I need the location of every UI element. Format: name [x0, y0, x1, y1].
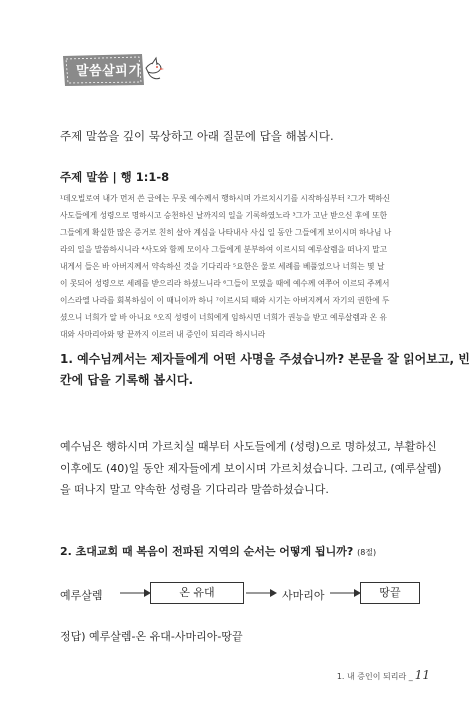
passage-line: 이 못되어 성령으로 세례를 받으리라 하셨느니라 ⁶그들이 모였을 때에 예수께 여쭈어 이르되 주께서	[60, 279, 390, 288]
passage-line: 라의 일을 말씀하시니라 ⁴사도와 함께 모이사 그들에게 분부하여 이르시되 예루살렘을 떠나지 말고	[60, 245, 388, 254]
region-flow	[60, 582, 420, 606]
flow-step-1: 예루살렘	[60, 589, 103, 602]
arrow-right-icon	[330, 588, 362, 598]
scripture-passage	[60, 190, 412, 343]
passage-line: 셨으니 너희가 알 바 아니요 ⁸오직 성령이 너희에게 임하시면 너희가 권능을 받고 예루살렘과 온 유	[60, 313, 387, 322]
answer-1-line: 예수님은 행하시며 가르치실 때부터 사도들에게 (성령)으로 명하셨고, 부활하신	[60, 440, 437, 453]
passage-line: 이스라엘 나라를 회복하심이 이 때니이까 하니 ⁷이르시되 때와 시기는 아버지께서 자기의 권한에 두	[60, 296, 390, 305]
question-2-ref: (8절)	[357, 548, 377, 557]
passage-line: 사도들에게 성령으로 명하시고 승천하신 날까지의 일을 기록하였노라 ³그가 고난 받으신 후에 또한	[60, 211, 388, 220]
passage-line: 그들에게 확실한 많은 증거로 친히 살아 계심을 나타내사 사십 일 동안 그들에게 보이시며 하나님 나	[60, 228, 392, 237]
page-footer	[280, 668, 430, 682]
answer-1-line: 을 떠나지 말고 약속한 성령을 기다리라 말씀하셨습니다.	[60, 483, 329, 496]
arrow-right-icon	[246, 588, 278, 598]
page-number: 11	[414, 668, 430, 682]
flow-step-3: 사마리아	[282, 589, 325, 602]
answer-2: 정답) 예루살렘-온 유대-사마리아-땅끝	[60, 630, 243, 643]
question-1	[60, 349, 470, 391]
chapter-label: 1. 내 증인이 되리라 _	[336, 672, 413, 681]
question-2-text: 2. 초대교회 때 복음이 전파된 지역의 순서는 어떻게 됩니까?	[60, 545, 358, 558]
arrow-right-icon	[120, 588, 152, 598]
flow-step-4-box: 땅끝	[360, 582, 420, 604]
bird-icon	[146, 58, 164, 79]
question-1-line: 칸에 답을 기록해 봅시다.	[60, 373, 194, 387]
passage-line: 대와 사마리아와 땅 끝까지 이르러 내 증인이 되리라 하시니라	[60, 330, 266, 339]
badge-label: 말씀살피기	[76, 64, 142, 79]
passage-title: 주제 말씀 | 행 1:1-8	[60, 170, 170, 184]
intro-instruction: 주제 말씀을 깊이 묵상하고 아래 질문에 답을 해봅시다.	[60, 129, 334, 143]
flow-step-2-box: 온 유대	[150, 582, 244, 604]
passage-line: 내게서 들은 바 아버지께서 약속하신 것을 기다리라 ⁵요한은 물로 세례를 베풀었으나 너희는 몇 날	[60, 262, 385, 271]
answer-1	[60, 436, 442, 501]
question-1-line: 1. 예수님께서는 제자들에게 어떤 사명을 주셨습니까? 본문을 잘 읽어보고, 빈	[60, 352, 470, 366]
section-badge	[60, 52, 165, 88]
answer-1-line: 이후에도 (40)일 동안 제자들에게 보이시며 가르치셨습니다. 그리고, (예루살렘)	[60, 461, 442, 475]
question-2	[60, 543, 376, 559]
passage-line: ¹데오빌로여 내가 먼저 쓴 글에는 무릇 예수께서 행하시며 가르치시기를 시작하심부터 ²그가 택하신	[60, 194, 391, 203]
